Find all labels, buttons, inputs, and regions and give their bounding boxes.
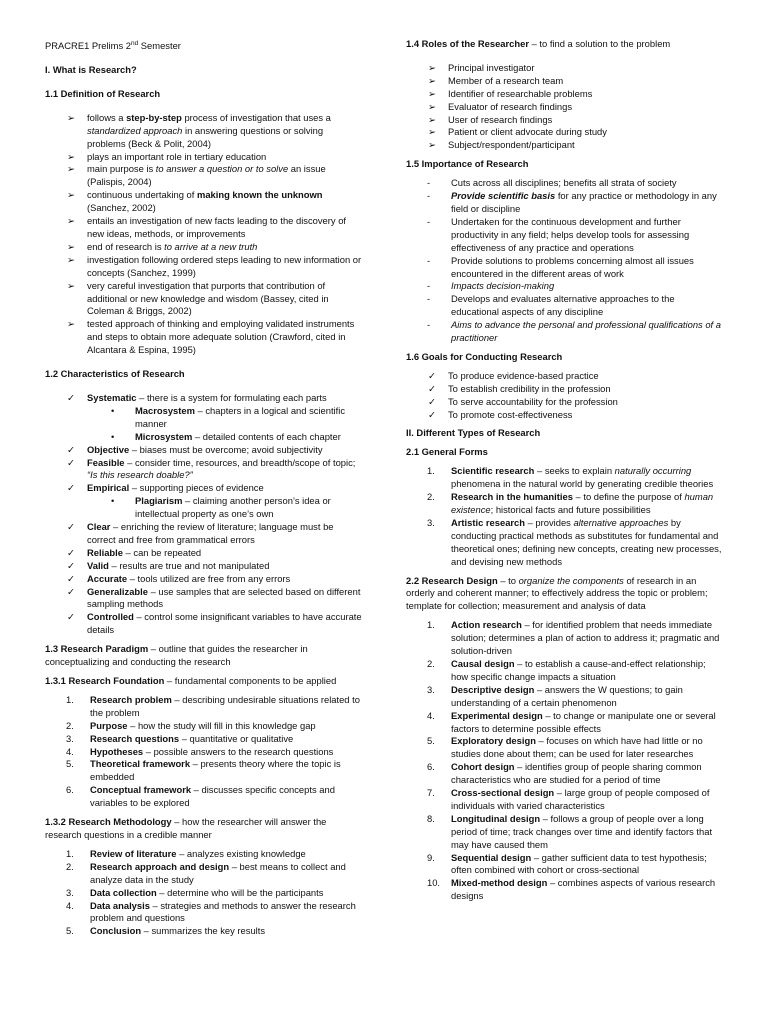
section-heading: I. What is Research? xyxy=(45,64,137,76)
subsection-heading: 1.3 Research Paradigm – outline that guides the researcher in conceptualizing and conducting the research xyxy=(45,643,308,668)
list-item: ✓ Controlled – control some insignificant variables to have accurate details xyxy=(67,611,362,636)
list-item: 1. Action research – for identified problem that needs immediate solution; determines a plan of action to address it; pragmatic and solution-driven xyxy=(427,619,720,657)
importance-list xyxy=(406,177,724,345)
list-item: ✓ Reliable – can be repeated xyxy=(67,546,202,558)
list-item: ✓ Empirical – supporting pieces of evidence xyxy=(67,482,264,494)
list-item: - Impacts decision-making xyxy=(427,280,555,292)
subsection-heading: 1.3.2 Research Methodology – how the researcher will answer the research questions in a credible manner xyxy=(45,816,327,840)
subsection-heading: 1.6 Goals for Conducting Research xyxy=(406,350,563,362)
list-item: ✓ Systematic – there is a system for formulating each parts xyxy=(67,391,327,403)
list-item: ✓ Valid – results are true and not manipulated xyxy=(67,559,270,571)
list-item: ➢ Evaluator of research findings xyxy=(428,100,573,112)
section-heading: II. Different Types of Research xyxy=(406,427,541,439)
list-item: ➢ Patient or client advocate during study xyxy=(428,126,607,138)
list-item: 7. Cross-sectional design – large group of people composed of individuals with varied characteristics xyxy=(427,787,710,811)
list-item: 6. Cohort design – identifies group of people sharing common characteristics who are studied for a period of time xyxy=(427,761,702,786)
list-item: 5. Exploratory design – focuses on which have had little or no studies done about them; can be used for later researches xyxy=(427,735,703,760)
list-item: 3. Descriptive design – answers the W questions; to gain understanding of a certain phenomenon xyxy=(427,683,683,708)
methodology-list xyxy=(45,848,363,938)
list-item: ➢ end of research is to arrive at a new truth xyxy=(67,240,258,252)
list-item: ➢ User of research findings xyxy=(428,113,553,125)
list-item: ✓ Generalizable – use samples that are selected based on different sampling methods xyxy=(67,585,361,610)
list-item: ✓ To promote cost-effectiveness xyxy=(428,408,573,420)
list-item: ✓ To produce evidence-based practice xyxy=(428,369,599,381)
subsection-heading: 1.1 Definition of Research xyxy=(45,87,161,99)
list-item: - Undertaken for the continuous development and further productivity in any field; helps develop tools for assessing effectiveness of any practice and operations xyxy=(427,215,690,253)
list-item: 8. Longitudinal design – follows a group of people over a long period of time; track changes over time and identify factors that may have caused them xyxy=(427,812,713,850)
list-item: ➢ continuous undertaking of making known the unknown (Sanchez, 2002) xyxy=(67,189,323,214)
list-item: 2. Causal design – to establish a cause-and-effect relationship; how specific change impacts a situation xyxy=(427,657,706,682)
list-item: ✓ Feasible – consider time, resources, and breadth/scope of topic; “Is this research doable?” xyxy=(67,456,356,481)
list-item: 9. Sequential design – gather sufficient data to test hypothesis; often combined with cohort or cross-sectional xyxy=(427,851,707,876)
list-item: 1. Research problem – describing undesirable situations related to the problem xyxy=(66,693,360,718)
list-item: ➢ very careful investigation that purports that contribution of additional or new knowledge and wisdom (Bassey, cited in Coleman & Briggs, 2002) xyxy=(67,279,329,317)
list-item: - Provide solutions to problems concerning almost all issues encountered in the different areas of work xyxy=(427,254,694,279)
list-item: 5. Conclusion – summarizes the key results xyxy=(66,925,266,937)
list-item: ➢ Member of a research team xyxy=(428,74,564,86)
list-item: 5. Theoretical framework – presents theory where the topic is embedded xyxy=(66,758,341,783)
list-item: ➢ investigation following ordered steps leading to new information or concepts (Sanchez, 1999) xyxy=(67,253,362,278)
list-item: 4. Experimental design – to change or manipulate one or several factors to determine possible effects xyxy=(427,709,716,734)
list-item: ➢ plays an important role in tertiary education xyxy=(67,150,267,162)
list-item: ➢ entails an investigation of new facts leading to the discovery of new ideas, methods, or improvements xyxy=(67,215,347,239)
subsection-heading: 1.2 Characteristics of Research xyxy=(45,368,185,380)
list-item: ✓ To serve accountability for the profession xyxy=(428,395,618,407)
subsection-heading: 2.1 General Forms xyxy=(406,446,488,458)
list-item: ✓ To establish credibility in the profession xyxy=(428,382,611,394)
list-item: 2. Research in the humanities – to define the purpose of human existence; historical facts and future possibilities xyxy=(427,491,714,515)
list-item: • Plagiarism – claiming another person’s idea or intellectual property as one’s own xyxy=(111,495,331,520)
list-item: • Macrosystem – chapters in a logical and scientific manner xyxy=(111,404,346,429)
list-item: 10. Mixed-method design – combines aspects of various research designs xyxy=(427,877,716,902)
list-item: ✓ Objective – biases must be overcome; avoid subjectivity xyxy=(67,443,323,455)
list-item: ✓ Clear – enriching the review of literature; language must be correct and free from grammatical errors xyxy=(67,521,334,545)
list-item: - Aims to advance the personal and professional qualifications of a practitioner xyxy=(427,319,721,344)
list-item: ➢ tested approach of thinking and employing validated instruments and steps to obtain more adequate solution (Crawford, cited in Alcantara & Espina, 1995) xyxy=(67,318,355,356)
list-item: 2. Research approach and design – best means to collect and analyze data in the study xyxy=(66,860,346,885)
list-item: 2. Purpose – how the study will fill in this knowledge gap xyxy=(66,719,316,731)
list-item: 3. Research questions – quantitative or qualitative xyxy=(66,732,294,744)
definition-list xyxy=(45,112,363,357)
page-title: PRACRE1 Prelims 2nd Semester xyxy=(45,40,181,52)
forms-list xyxy=(406,465,724,568)
subsection-heading: 1.5 Importance of Research xyxy=(406,158,529,170)
list-item: 4. Data analysis – strategies and methods to answer the research problem and questions xyxy=(66,899,356,924)
list-item: ➢ Subject/respondent/participant xyxy=(428,139,575,151)
list-item: 3. Data collection – determine who will be the participants xyxy=(66,886,324,898)
list-item: - Develops and evaluates alternative approaches to the educational aspects of any discipline xyxy=(427,293,675,318)
subsection-heading: 1.3.1 Research Foundation – fundamental components to be applied xyxy=(45,675,337,686)
roles-list xyxy=(406,62,724,152)
list-item: 6. Conceptual framework – discusses specific concepts and variables to be explored xyxy=(66,784,335,809)
designs-list xyxy=(406,619,724,903)
subsection-heading: 1.4 Roles of the Researcher – to find a solution to the problem xyxy=(406,38,671,49)
list-item: 3. Artistic research – provides alternative approaches by conducting practical methods as substitutes for fundamental and theoretical ones; defining new concepts, creating new processes, and devising new methods xyxy=(427,516,722,567)
left-column xyxy=(45,38,363,938)
list-item: ✓ Accurate – tools utilized are free from any errors xyxy=(67,572,291,584)
list-item: ➢ Principal investigator xyxy=(428,61,535,73)
list-item: 4. Hypotheses – possible answers to the research questions xyxy=(66,745,334,757)
foundation-list xyxy=(45,694,363,810)
list-item: ➢ main purpose is to answer a question or to solve an issue (Palispis, 2004) xyxy=(67,163,326,188)
list-item: ➢ follows a step-by-step process of investigation that uses a standardized approach in answering questions or solving problems (Beck & Polit, 2004) xyxy=(67,111,331,149)
right-column xyxy=(406,38,724,903)
subsection-heading: 2.2 Research Design – to organize the components of research in an orderly and coherent manner; to effectively address the topic or problem; template for collection; measurement and analysis of data xyxy=(406,574,708,612)
list-item: - Provide scientific basis for any practice or methodology in any field or discipline xyxy=(427,190,717,214)
characteristics-list xyxy=(45,392,363,637)
list-item: - Cuts across all disciplines; benefits all strata of society xyxy=(427,177,677,189)
goals-list xyxy=(406,370,724,422)
list-item: ➢ Identifier of researchable problems xyxy=(428,87,593,99)
list-item: • Microsystem – detailed contents of each chapter xyxy=(111,430,341,442)
list-item: 1. Review of literature – analyzes existing knowledge xyxy=(66,847,306,859)
list-item: 1. Scientific research – seeks to explain naturally occurring phenomena in the natural world by generating credible theories xyxy=(427,465,714,490)
